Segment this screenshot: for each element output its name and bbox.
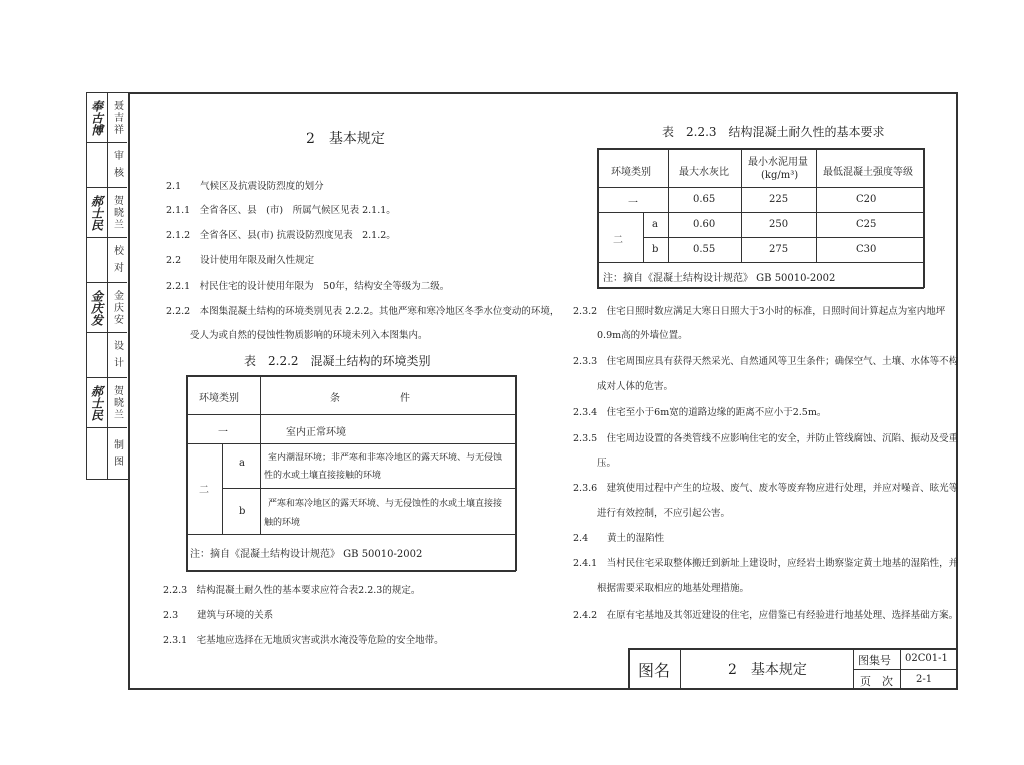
table-cell: C20 xyxy=(856,194,877,205)
signature-sidebar xyxy=(86,92,128,480)
text-line: 2.1 气候区及抗震设防烈度的划分 xyxy=(166,181,324,192)
sidebar-cell xyxy=(87,188,127,238)
table-caption: 表 2.2.3 结构混凝土耐久性的基本要求 xyxy=(662,125,885,139)
text-line: 成对人体的危害。 xyxy=(597,381,674,392)
signature: 郝士民 xyxy=(89,384,104,421)
signature: 奉古博 xyxy=(89,99,104,136)
text-line: 压。 xyxy=(597,458,617,469)
text-line: 根据需要采取相应的地基处理措施。 xyxy=(597,583,750,594)
text-line: 受人为或自然的侵蚀性物质影响的环境未列入本图集内。 xyxy=(190,330,428,341)
sidebar-label: 聂吉祥 xyxy=(111,99,123,136)
text-line: 2.1.2 全省各区、县(市) 抗震设防烈度见表 2.1.2。 xyxy=(166,230,396,241)
text-line: 2.3.3 住宅周围应具有获得天然采光、自然通风等卫生条件；确保空气、土壤、水体等不构 xyxy=(573,356,959,367)
table-note: 注：摘自《混凝土结构设计规范》 GB 50010-2002 xyxy=(603,273,836,284)
table-cell: 一 xyxy=(218,427,228,438)
table-header: 最低混凝土强度等级 xyxy=(823,167,913,178)
table-cell: 二 xyxy=(613,235,623,246)
table-note: 注：摘自《混凝土结构设计规范》 GB 50010-2002 xyxy=(190,549,423,560)
text-line: 2.4.2 在原有宅基地及其邻近建设的住宅，应借鉴已有经验进行地基处理、选择基础方案。 xyxy=(573,610,959,621)
table-cell: 250 xyxy=(769,219,789,230)
text-line: 2.2.3 结构混凝土耐久性的基本要求应符合表2.2.3的规定。 xyxy=(163,585,421,596)
table-header: (kg/m³) xyxy=(761,170,799,181)
sidebar-label: 金庆安 xyxy=(111,289,123,326)
sidebar-cell xyxy=(87,378,127,428)
table-cell: 0.55 xyxy=(693,244,716,255)
sidebar-cell xyxy=(87,143,127,188)
text-line: 2.3.2 住宅日照时数应满足大寒日日照大于3小时的标准，日照时间计算起点为室内地坪 xyxy=(573,306,946,317)
table-cell: C25 xyxy=(856,219,877,230)
table-cell: C30 xyxy=(856,244,877,255)
table-cell: a xyxy=(239,458,245,469)
sidebar-label: 制 图 xyxy=(111,438,123,469)
table-cell: 0.65 xyxy=(693,194,716,205)
text-line: 2.3 建筑与环境的关系 xyxy=(163,610,274,621)
sidebar-label: 审 核 xyxy=(111,150,123,180)
sidebar-label: 校 对 xyxy=(111,245,123,275)
table-header: 最小水泥用量 xyxy=(748,157,808,168)
sidebar-cell xyxy=(87,93,127,143)
table-cell: 二 xyxy=(199,485,209,496)
sidebar-label: 贺晓兰 xyxy=(111,384,123,421)
sidebar-label: 贺晓兰 xyxy=(111,194,123,231)
text-line: 2.3.4 住宅至小于6m宽的道路边缘的距离不应小于2.5m。 xyxy=(573,407,827,418)
text-line: 2.3.5 住宅周边设置的各类管线不应影响住宅的安全，并防止管线腐蚀、沉陷、振动及受重 xyxy=(573,433,959,444)
text-line: 2.3.1 宅基地应选择在无地质灾害或洪水淹没等危险的安全地带。 xyxy=(163,635,444,646)
page-label: 页 次 xyxy=(860,675,893,688)
sidebar-cell xyxy=(87,333,127,378)
table-cell: 0.60 xyxy=(693,219,716,230)
text-line: 2.4 黄土的湿陷性 xyxy=(573,533,665,544)
text-line: 2.1.1 全省各区、县 (市) 所属气候区见表 2.1.1。 xyxy=(166,205,396,216)
table-cell: 室内潮湿环境；非严寒和非寒冷地区的露天环境、与无侵蚀 xyxy=(268,453,503,463)
text-line: 2.2.2 本图集混凝土结构的环境类别见表 2.2.2。其他严寒和寒冷地区冬季水位变动的环境， xyxy=(166,306,560,317)
table-cell: 275 xyxy=(769,244,789,255)
drawing-name: 2 基本规定 xyxy=(728,662,807,678)
text-line: 0.9m高的外墙位置。 xyxy=(597,330,688,341)
table-cell: b xyxy=(652,244,659,255)
signature: 金庆发 xyxy=(89,289,104,326)
text-line: 进行有效控制，不应引起公害。 xyxy=(597,508,731,519)
table-cell: 严寒和寒冷地区的露天环境、与无侵蚀性的水或土壤直接接 xyxy=(268,499,503,509)
table-cell: 一 xyxy=(628,198,638,209)
table-cell: a xyxy=(652,219,658,230)
table-caption: 表 2.2.2 混凝土结构的环境类别 xyxy=(244,354,431,368)
sidebar-cell xyxy=(87,428,127,479)
sidebar-label: 设 计 xyxy=(111,340,123,370)
table-cell: 225 xyxy=(769,194,789,205)
atlas-number: 02C01-1 xyxy=(905,653,948,664)
sidebar-cell xyxy=(87,283,127,333)
text-line: 2.2.1 村民住宅的设计使用年限为 50年，结构安全等级为二级。 xyxy=(166,281,450,292)
table-header: 条 件 xyxy=(330,393,410,404)
page-title: 2 基本规定 xyxy=(306,131,385,147)
table-cell: 触的环境 xyxy=(264,518,301,528)
text-line: 2.2 设计使用年限及耐久性规定 xyxy=(166,255,315,266)
text-line: 2.4.1 当村民住宅采取整体搬迁到新址上建设时，应经岩土勘察鉴定黄土地基的湿陷性，并 xyxy=(573,558,959,569)
page-number: 2-1 xyxy=(916,674,933,685)
atlas-label: 图集号 xyxy=(858,654,891,667)
table-header: 最大水灰比 xyxy=(679,167,729,178)
table-cell: 性的水或土壤直接接触的环境 xyxy=(264,471,382,481)
drawing-name-label: 图名 xyxy=(638,661,671,680)
table-header: 环境类别 xyxy=(199,393,239,404)
table-header: 环境类别 xyxy=(611,167,651,178)
text-line: 2.3.6 建筑使用过程中产生的垃圾、废气、废水等废弃物应进行处理，并应对噪音、眩光等 xyxy=(573,483,959,494)
signature: 郝士民 xyxy=(89,194,104,231)
sidebar-cell xyxy=(87,238,127,283)
table-cell: 室内正常环境 xyxy=(286,427,346,438)
table-cell: b xyxy=(239,506,246,517)
